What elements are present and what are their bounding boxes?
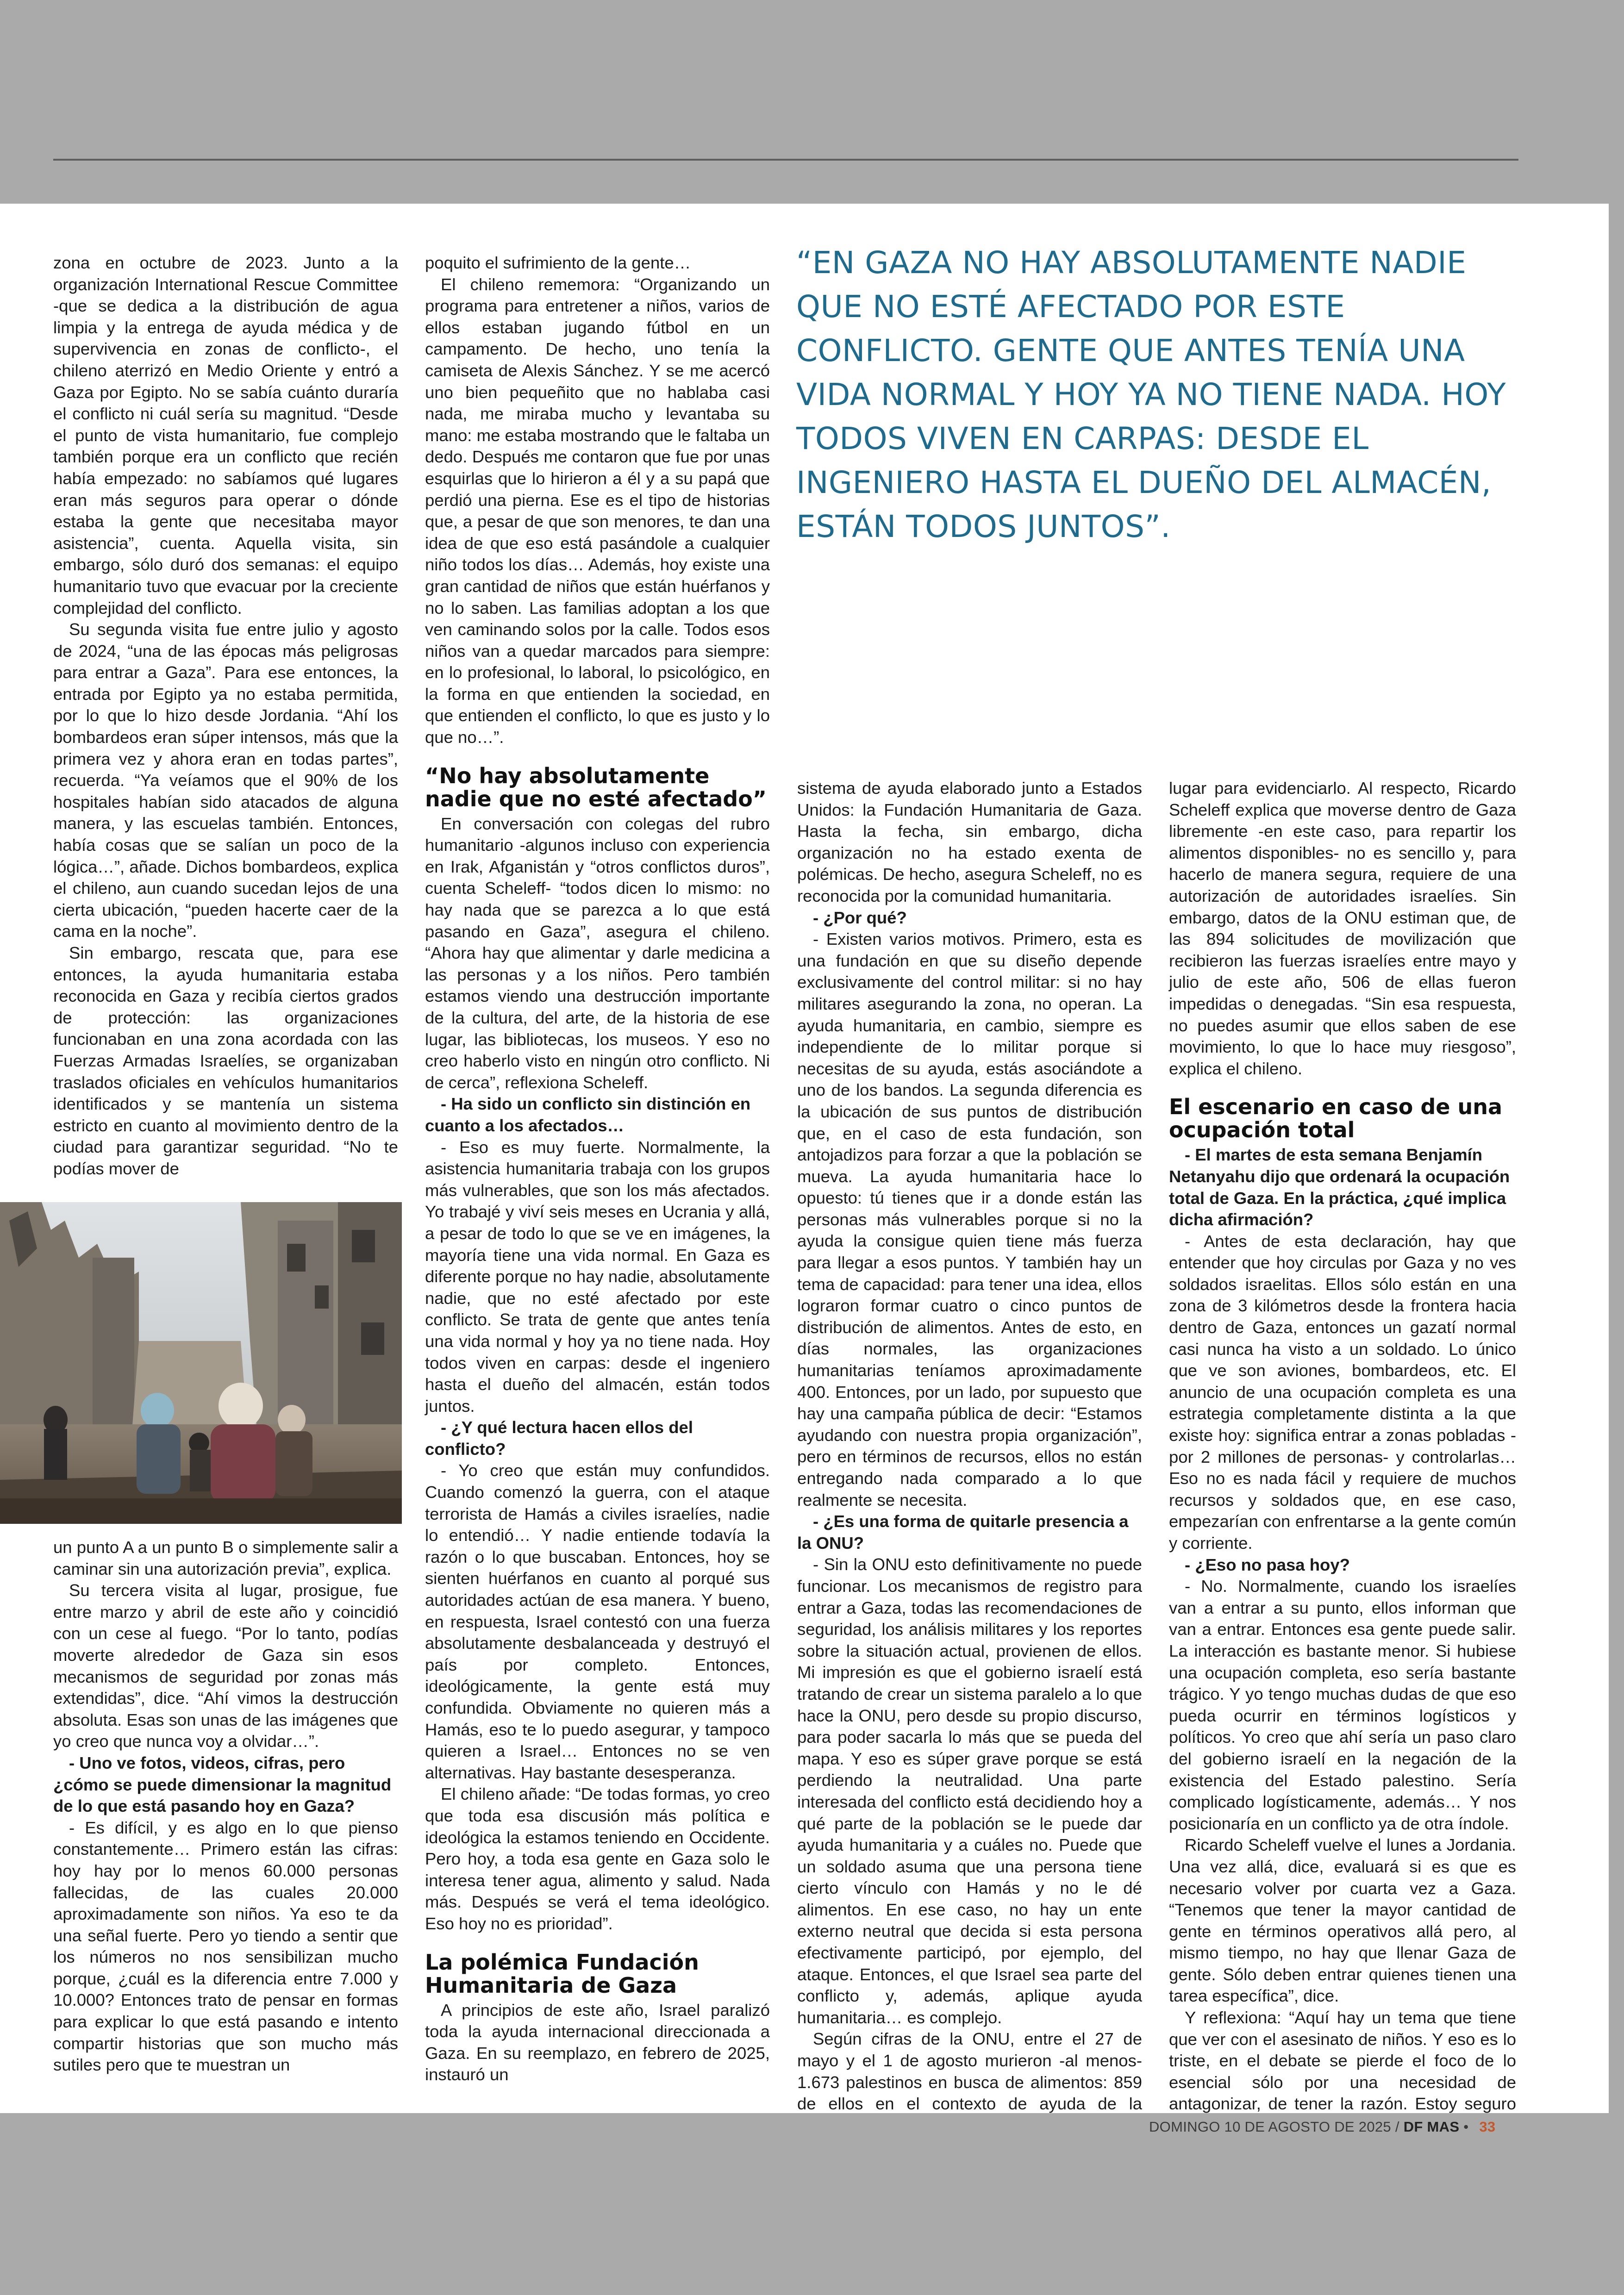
closing-paragraph-text: Y reflexiona: “Aquí hay un tema que tiene que ver con el asesinato de niños. Y eso es lo triste, en el debate se pierde el foco de lo esencial sólo por una necesidad de antagonizar, de tener la razón. Estoy seguro — [1169, 2008, 1516, 2113]
column-1-continued — [53, 1537, 398, 2076]
pull-quote: “EN GAZA NO HAY ABSOLUTAMENTE NADIE QUE NO ESTÉ AFECTADO POR ESTE CONFLICTO. GENTE QUE ANTES TENÍA UNA VIDA NORMAL Y HOY YA NO TIENE NADA. HOY TODOS VIVEN EN CARPAS: DESDE EL INGENIERO HASTA EL DUEÑO DEL ALMACÉN, ESTÁN TODOS JUNTOS”. — [796, 245, 1506, 544]
interview-question: - ¿Es una forma de quitarle presencia a la ONU? — [797, 1512, 1129, 1553]
footer-bullet: • — [1463, 2119, 1469, 2135]
paragraph: - Existen varios motivos. Primero, esta es una fundación en que su diseño depende exclusivamente del control militar: si no hay militares asegurando la zona, no operan. La ayuda humanitaria, en cambio, siempre es independiente de lo militar porque si necesitas de su ayuda, estás asociándote a uno de los bandos. La segunda diferencia es la ubicación de sus puntos de distribución que, en el caso de esta fundación, son antojadizos para forzar a que la población se mueva. La ayuda humanitaria hace lo opuesto: tú tienes que ir a donde están las personas más vulnerables porque si no la ayuda la consigue quien tiene más fuerza para llegar a esos puntos. Y también hay un tema de capacidad: para tener una idea, ellos lograron formar cuatro o cinco puntos de distribución de alimentos. Antes de esto, en días normales, las organizaciones humanitarias teníamos aproximadamente 400. Entonces, por un lado, por supuesto que hay una campaña pública de decir: “Estamos ayudando con nuestra propia organización”, pero en términos de recursos, ellos no están entregando nada comparado a lo que realmente se necesita. — [797, 929, 1142, 1509]
section-heading: El escenario en caso de una ocupación total — [1169, 1094, 1503, 1143]
paragraph: Ricardo Scheleff vuelve el lunes a Jordania. Una vez allá, dice, evaluará si es que es necesario volver por cuarta vez a Gaza. “Tenemos que tener la mayor cantidad de gente en términos operativos allá pero, al mismo tiempo, no hay que llenar Gaza de gente. Sólo deben entrar quienes tienen una tarea específica”, dice. — [1169, 1835, 1516, 2006]
paragraph: A principios de este año, Israel paralizó toda la ayuda internacional direccionada a Gaza. En su reemplazo, en febrero de 2025, instauró un — [425, 2000, 770, 2084]
paragraph: Su segunda visita fue entre julio y agosto de 2024, “una de las épocas más peligrosas para entrar a Gaza”. Para ese entonces, la entrada por Egipto ya no estaba permitida, por lo que lo hizo desde Jordania. “Ahí los bombardeos eran súper intensos, más que la primera vez y ahora eran en todas partes”, recuerda. “Ya veíamos que el 90% de los hospitales habían sido atacados de alguna manera, y las escuelas también. Entonces, había cosas que se salían un poco de la lógica…”, añade. Dichos bombardeos, explica el chileno, aun cuando sucedan lejos de una cierta ubicación, “pueden hacerte caer de la cama en la noche”. — [53, 620, 398, 941]
paragraph: - Eso es muy fuerte. Normalmente, la asistencia humanitaria trabaja con los grupos más vulnerables, que son los más afectados. Yo trabajé y viví seis meses en Ucrania y allá, a pesar de todo lo que se ve en imágenes, la mayoría tiene una vida normal. En Gaza es diferente porque no hay nadie, absolutamente nadie, que no esté afectado por este conflicto. Se trata de gente que antes tenía una vida normal y hoy ya no tiene nada. Hoy todos viven en carpas: desde el ingeniero hasta el dueño del almacén, están todos juntos. — [425, 1137, 770, 1416]
page-footer — [1149, 2119, 1495, 2135]
interview-question: - El martes de esta semana Benjamín Netanyahu dijo que ordenará la ocupación total de Gaza. En la práctica, ¿qué implica dicha afirmación? — [1169, 1145, 1510, 1229]
paragraph: zona en octubre de 2023. Junto a la organización International Rescue Committee -que se dedica a la distribución de agua limpia y la entrega de ayuda médica y de supervivencia en zonas de conflicto-, el chileno aterrizó en Medio Oriente y entró a Gaza por Egipto. No se sabía cuánto duraría el conflicto ni cuál sería su magnitud. “Desde el punto de vista humanitario, fue complejo también porque era un conflicto que recién había empezado: no sabíamos qué lugares eran más seguros para operar o dónde estaba la gente que necesitaba mayor asistencia”, cuenta. Aquella visita, sin embargo, sólo duró dos semanas: el equipo humanitario tuvo que evacuar por la creciente complejidad del conflicto. — [53, 253, 398, 617]
paragraph: El chileno añade: “De todas formas, yo creo que toda esa discusión más política e ideológica la estamos teniendo en Occidente. Pero hoy, a toda esa gente en Gaza solo le interesa tener agua, alimento y salud. Nada más. Después se verá el tema ideológico. Eso hoy no es prioridad”. — [425, 1784, 770, 1933]
paragraph: Según cifras de la ONU, entre el 27 de mayo y el 1 de agosto murieron -al menos- 1.673 palestinos en busca de alimentos: 859 de ellos en el contexto de ayuda de la — [797, 2029, 1142, 2113]
photo-illustration — [0, 1202, 402, 1524]
column-4 — [1169, 778, 1516, 2113]
interview-question: - ¿Y qué lectura hacen ellos del conflicto? — [425, 1418, 693, 1459]
footer-publication: DF MAS — [1403, 2119, 1460, 2135]
column-1 — [53, 252, 398, 1180]
paragraph: El chileno rememora: “Organizando un programa para entretener a niños, varios de ellos estaban jugando fútbol en un campamento. De hecho, uno tenía la camiseta de Alexis Sánchez. Y se me acercó uno bien pequeñito que no hablaba casi nada, me miraba mucho y levantaba su mano: me estaba mostrando que le faltaba un dedo. Después me contaron que fue por unas esquirlas que lo hirieron a él y a su papá que perdió una pierna. Ese es el tipo de historias que, a pesar de que son menores, te dan una idea de que eso está pasándole a cualquier niño todos los días… Además, hoy existe una gran cantidad de niños que están huérfanos y no lo saben. Las familias adoptan a los que ven caminando solos por la calle. Todos esos niños van a quedar marcados para siempre: en lo profesional, lo laboral, lo psicológico, en la forma en que entienden la sociedad, en que entienden el conflicto, lo que es justo y lo que no…”. — [425, 274, 770, 747]
paragraph: - Es difícil, y es algo en lo que pienso constantemente… Primero están las cifras: hoy hay por lo menos 60.000 personas fallecidas, de las cuales 20.000 aproximadamente son niños. Ya eso te da una señal fuerte. Pero yo tiendo a sentir que los números no nos sensibilizan mucho porque, ¿cuál es la diferencia entre 7.000 y 10.000? Entonces trato de pensar en formas para explicar lo que está pasando e intento compartir historias que son mucho más sutiles pero que te muestran un — [53, 1818, 398, 2075]
section-heading: “No hay absolutamente nadie que no esté afectado” — [425, 763, 767, 811]
footer-date: DOMINGO 10 DE AGOSTO DE 2025 / — [1149, 2119, 1399, 2135]
interview-question: - Uno ve fotos, videos, cifras, pero ¿cómo se puede dimensionar la magnitud de lo que está pasando hoy en Gaza? — [53, 1753, 392, 1816]
column-3 — [797, 778, 1142, 2113]
paragraph: - Yo creo que están muy confundidos. Cuando comenzó la guerra, con el ataque terrorista de Hamás a civiles israelíes, nadie lo entendió… Y nadie entiende todavía la razón o lo que buscaban. Entonces, hoy se sienten huérfanos en cuanto al porqué sus autoridades actúan de esa manera. Y bueno, en respuesta, Israel contestó con una fuerza absolutamente desbalanceada y destruyó el país por completo. Entonces, ideológicamente, la gente está muy confundida. Obviamente no quieren más a Hamás, eso te lo puedo asegurar, y tampoco quieren a Israel… Entonces no se ven alternativas. Hay bastante desesperanza. — [425, 1461, 770, 1782]
paragraph: poquito el sufrimiento de la gente… — [425, 253, 691, 272]
paragraph: lugar para evidenciarlo. Al respecto, Ricardo Scheleff explica que moverse dentro de Gaza libremente -en este caso, para repartir los alimentos disponibles- no es sencillo y, para hacerlo de manera segura, requiere de una autorización de autoridades israelíes. Sin embargo, datos de la ONU estiman que, de las 894 solicitudes de movilización que recibieron las fuerzas israelíes entre mayo y julio de este año, 506 de ellas fueron impedidas o denegadas. “Sin esa respuesta, no puedes asumir que ellos saben de ese movimiento, lo que lo hace muy riesgoso”, explica el chileno. — [1169, 779, 1516, 1078]
paragraph: sistema de ayuda elaborado junto a Estados Unidos: la Fundación Humanitaria de Gaza. Hasta la fecha, sin embargo, dicha organización no ha estado exenta de polémicas. De hecho, asegura Scheleff, no es reconocida por la comunidad humanitaria. — [797, 779, 1142, 905]
interview-question: - ¿Por qué? — [813, 908, 907, 927]
paragraph: - Sin la ONU esto definitivamente no puede funcionar. Los mecanismos de registro para entrar a Gaza, todas las recomendaciones de seguridad, los análisis militares y los reportes sobre la situación actual, provienen de ellos. Mi impresión es que el gobierno israelí está tratando de crear un sistema paralelo a lo que hace la ONU, pero desde su propio discurso, para poder sacarla lo más que se pueda del mapa. Y eso es súper grave porque se está perdiendo la neutralidad. Una parte interesada del conflicto está decidiendo hoy a qué parte de la población se le puede dar ayuda humanitaria y a cuáles no. Puede que un soldado asuma que una persona tiene cierto vínculo con Hamás y no le dé alimentos. En ese caso, no hay un ente externo neutral que decida si esta persona efectivamente participó, por ejemplo, del ataque. Entonces, el que Israel sea parte del conflicto y, además, aplique ayuda humanitaria… es complejo. — [797, 1555, 1142, 2027]
section-heading: La polémica Fundación Humanitaria de Gaza — [425, 1949, 699, 1998]
paragraph — [1169, 2007, 1516, 2113]
interview-question: - ¿Eso no pasa hoy? — [1185, 1555, 1350, 1574]
paragraph: - Antes de esta declaración, hay que entender que hoy circulas por Gaza y no ves soldados israelitas. Ellos sólo están en una zona de 3 kilómetros desde la frontera hacia dentro de Gaza, entonces un gazatí normal casi nunca ha visto a un soldado. Lo único que ve son aviones, bombardeos, etc. El anuncio de una ocupación completa es una estrategia completamente distinta a la que existe hoy: significa entrar a zonas pobladas -por 2 millones de personas- y controlarlas… Eso no es nada fácil y requiere de muchos recursos y soldados que, en ese caso, empezarían con enfrentarse a la gente común y corriente. — [1169, 1231, 1516, 1553]
paragraph: En conversación con colegas del rubro humanitario -algunos incluso con experiencia en Irak, Afganistán y “otros conflictos duros”, cuenta Scheleff- “todos dicen lo mismo: no hay nada que se parezca a lo que está pasando en Gaza”, asegura el chileno. “Ahora hay que alimentar y darle medicina a las personas y a los niños. Pero también estamos viendo una destrucción importante de la cultura, del arte, de la historia de ese lugar, las bibliotecas, los museos. Y eso no creo haberlo visto en ningún otro conflicto. Ni de cerca”, reflexiona Scheleff. — [425, 814, 770, 1092]
gaza-street-photo — [0, 1202, 402, 1524]
page-number: 33 — [1479, 2119, 1496, 2135]
top-rule — [53, 159, 1518, 161]
interview-question: - Ha sido un conflicto sin distinción en cuanto a los afectados… — [425, 1094, 751, 1135]
paragraph: Su tercera visita al lugar, prosigue, fue entre marzo y abril de este año y coincidió con un cese al fuego. “Por lo tanto, podías moverte alrededor de Gaza sin esos mecanismos de seguridad por zonas más extendidas”, dice. “Ahí vimos la destrucción absoluta. Esas son unas de las imágenes que yo creo que nunca voy a olvidar…”. — [53, 1581, 398, 1751]
paragraph: un punto A a un punto B o simplemente salir a caminar sin una autorización previa”, explica. — [53, 1538, 398, 1578]
column-2 — [425, 252, 770, 2086]
paragraph: Sin embargo, rescata que, para ese entonces, la ayuda humanitaria estaba reconocida en Gaza y recibía ciertos grados de protección: las organizaciones funcionaban en una zona acordada con las Fuerzas Armadas Israelíes, se organizaban traslados oficiales en vehículos humanitarios identificados y se mantenía un sistema estricto en cuanto al movimiento dentro de la ciudad para garantizar seguridad. “No te podías mover de — [53, 943, 398, 1178]
magazine-page — [0, 204, 1609, 2113]
paragraph: - No. Normalmente, cuando los israelíes van a entrar a su punto, ellos informan que van a entrar. Entonces esa gente puede salir. La interacción es bastante menor. Si hubiese una ocupación completa, eso sería bastante trágico. Y yo tengo muchas dudas de que eso pueda ocurrir en términos logísticos y políticos. Yo creo que ahí sería un paso claro del gobierno israelí en la negación de la existencia del Estado palestino. Sería complicado logísticamente, además… Y nos posicionaría en un conflicto ya de otra índole. — [1169, 1577, 1516, 1833]
